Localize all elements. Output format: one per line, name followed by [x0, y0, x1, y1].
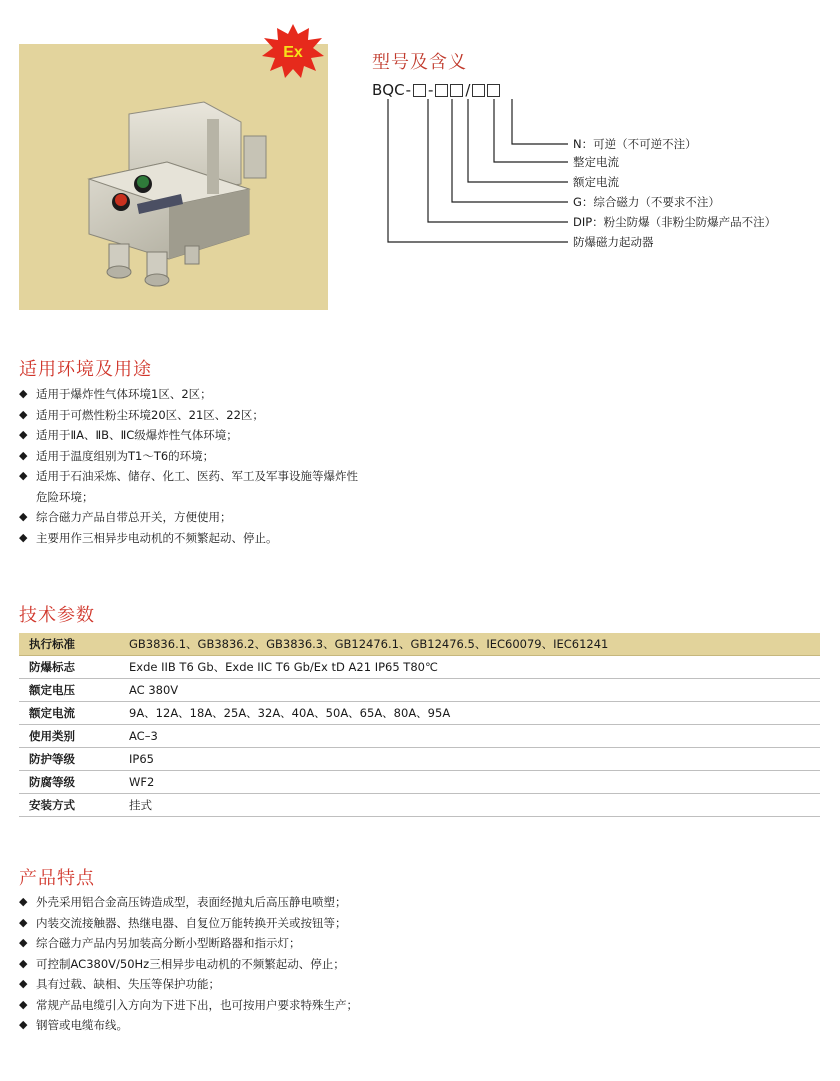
spec-table	[19, 633, 820, 817]
list-item: ◆ 钢管或电缆布线。	[19, 1015, 358, 1036]
diamond-bullet-icon: ◆	[19, 510, 28, 523]
diamond-bullet-icon: ◆	[19, 977, 28, 990]
diamond-bullet-icon: ◆	[19, 428, 28, 441]
table-row	[19, 656, 820, 679]
spec-key: 额定电压	[19, 679, 127, 702]
table-row	[19, 702, 820, 725]
model-legend-item: 整定电流	[573, 155, 619, 169]
list-item: ◆ 适用于温度组别为T1～T6的环境；	[19, 446, 358, 467]
list-item: ◆ 适用于爆炸性气体环境1区、2区；	[19, 384, 358, 405]
table-row	[19, 633, 820, 656]
diamond-bullet-icon: ◆	[19, 1018, 28, 1031]
table-row	[19, 679, 820, 702]
diamond-bullet-icon: ◆	[19, 469, 28, 482]
table-row	[19, 725, 820, 748]
model-legend-item: 额定电流	[573, 175, 619, 189]
list-item: ◆ 适用于石油采炼、储存、化工、医药、军工及军事设施等爆炸性 危险环境；	[19, 466, 358, 507]
diamond-bullet-icon: ◆	[19, 936, 28, 949]
list-item: ◆ 适用于ⅡA、ⅡB、ⅡC级爆炸性气体环境；	[19, 425, 358, 446]
diamond-bullet-icon: ◆	[19, 530, 28, 544]
list-item: ◆ 外壳采用铝合金高压铸造成型，表面经抛丸后高压静电喷塑；	[19, 892, 358, 913]
spec-value: AC 380V	[127, 679, 820, 702]
model-legend-item: G：综合磁力（不要求不注）	[573, 195, 720, 209]
list-item: ◆ 综合磁力产品自带总开关，方便使用；	[19, 507, 358, 528]
features-section-title: 产品特点	[19, 868, 95, 889]
diamond-bullet-icon: ◆	[19, 895, 28, 908]
spec-key: 防护等级	[19, 748, 127, 771]
model-legend-item: DIP：粉尘防爆（非粉尘防爆产品不注）	[573, 215, 777, 229]
list-item: ◆ 主要用作三相异步电动机的不频繁起动、停止。	[19, 528, 358, 549]
spec-key: 防爆标志	[19, 656, 127, 679]
model-slash: /	[465, 81, 471, 99]
spec-key: 防腐等级	[19, 771, 127, 794]
diamond-bullet-icon: ◆	[19, 997, 28, 1011]
list-item: ◆ 适用于可燃性粉尘环境20区、21区、22区；	[19, 405, 358, 426]
spec-value: GB3836.1、GB3836.2、GB3836.3、GB12476.1、GB12476.5、IEC60079、IEC61241	[127, 633, 820, 656]
spec-key: 使用类别	[19, 725, 127, 748]
model-separator: -	[405, 81, 411, 99]
features-list	[19, 892, 358, 1036]
spec-value: IP65	[127, 748, 820, 771]
model-legend-item: N：可逆（不可逆不注）	[573, 137, 697, 151]
list-item: ◆ 综合磁力产品内另加装高分断小型断路器和指示灯；	[19, 933, 358, 954]
diamond-bullet-icon: ◆	[19, 448, 28, 462]
spec-key: 安装方式	[19, 794, 127, 817]
spec-value: Exde IIB T6 Gb、Exde IIC T6 Gb/Ex tD A21 IP65 T80℃	[127, 656, 820, 679]
list-item: ◆ 具有过载、缺相、失压等保护功能；	[19, 974, 358, 995]
table-row	[19, 794, 820, 817]
table-row	[19, 771, 820, 794]
ex-mark-text: Ex	[283, 44, 303, 61]
spec-key: 额定电流	[19, 702, 127, 725]
spec-key: 执行标准	[19, 633, 127, 656]
model-separator: -	[428, 81, 434, 99]
spec-value: AC–3	[127, 725, 820, 748]
spec-value: WF2	[127, 771, 820, 794]
spec-value: 9A、12A、18A、25A、32A、40A、50A、65A、80A、95A	[127, 702, 820, 725]
usage-list	[19, 384, 358, 548]
usage-section-title: 适用环境及用途	[19, 359, 152, 380]
list-item: ◆ 常规产品电缆引入方向为下进下出，也可按用户要求特殊生产；	[19, 995, 358, 1016]
diamond-bullet-icon: ◆	[19, 407, 28, 421]
diamond-bullet-icon: ◆	[19, 387, 28, 400]
model-section-title: 型号及含义	[372, 52, 467, 73]
list-item: ◆ 内装交流接触器、热继电器、自复位万能转换开关或按钮等；	[19, 913, 358, 934]
diamond-bullet-icon: ◆	[19, 915, 28, 929]
spec-value: 挂式	[127, 794, 820, 817]
diamond-bullet-icon: ◆	[19, 956, 28, 970]
tech-section-title: 技术参数	[19, 605, 95, 626]
list-item: ◆ 可控制AC380V/50Hz三相异步电动机的不频繁起动、停止；	[19, 954, 358, 975]
model-legend-item: 防爆磁力起动器	[573, 235, 654, 249]
model-prefix: BQC	[372, 81, 405, 99]
table-row	[19, 748, 820, 771]
